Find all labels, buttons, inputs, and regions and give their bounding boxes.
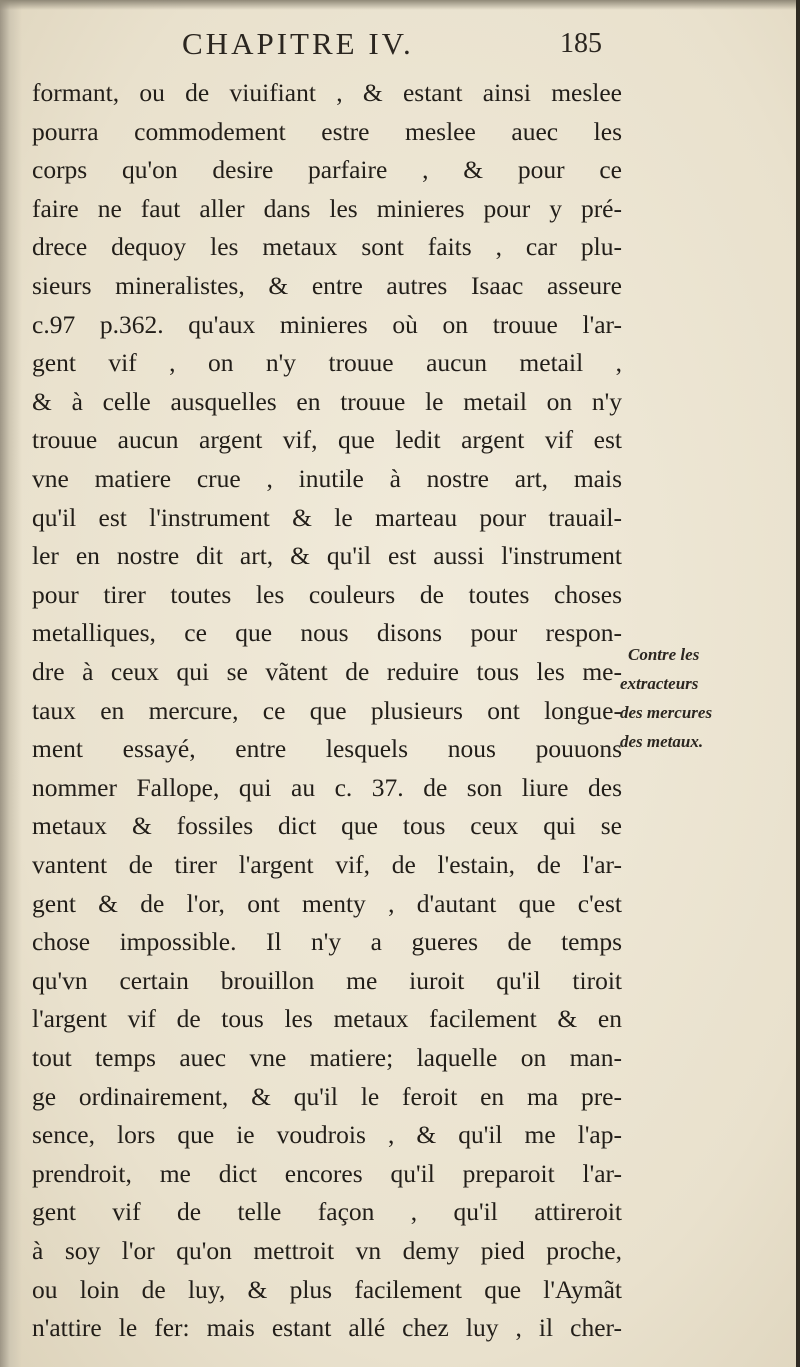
margin-note-line: des metaux.: [620, 732, 704, 751]
text-line: qu'il est l'instrument & le marteau pour trauail-: [32, 502, 622, 532]
text-line: pourra commodement estre meslee auec les: [32, 116, 622, 146]
margin-note-line: des mercures: [620, 703, 713, 722]
text-line: pour tirer toutes les couleurs de toutes choses: [32, 579, 622, 609]
chapter-title: CHAPITRE IV.: [182, 26, 414, 61]
text-line: nommer Fallope, qui au c. 37. de son liure des: [32, 772, 622, 802]
text-line: formant, ou de viuifiant , & estant ainsi meslee: [32, 78, 622, 107]
text-line: n'attire le fer: mais estant allé chez luy , il cher-: [32, 1313, 622, 1343]
page-number: 185: [560, 28, 602, 59]
margin-note: [620, 640, 792, 756]
text-line: metaux & fossiles dict que tous ceux qui se: [32, 811, 622, 841]
text-line: vne matiere crue , inutile à nostre art, mais: [32, 464, 622, 493]
margin-note-line: extracteurs: [620, 674, 699, 693]
top-edge-shadow: [0, 0, 796, 10]
margin-note-line: Contre les: [628, 645, 700, 664]
text-line: dre à ceux qui se vãtent de reduire tous les me-: [32, 657, 622, 686]
gutter-shadow: [0, 0, 22, 1367]
text-line: à soy l'or qu'on mettroit vn demy pied proche,: [32, 1236, 622, 1265]
text-line: ge ordinairement, & qu'il le feroit en ma pre-: [32, 1081, 622, 1111]
text-line: prendroit, me dict encores qu'il preparoit l'ar-: [32, 1158, 622, 1188]
running-head: [0, 26, 796, 66]
text-line: gent vif de telle façon , qu'il attireroit: [32, 1197, 622, 1227]
text-line: taux en mercure, ce que plusieurs ont longue-: [32, 695, 622, 725]
text-line: ou loin de luy, & plus facilement que l'Aymãt: [32, 1274, 622, 1304]
text-line: l'argent vif de tous les metaux facilement & en: [32, 1004, 622, 1034]
text-line: metalliques, ce que nous disons pour respon-: [32, 618, 622, 648]
text-line: corps qu'on desire parfaire , & pour ce: [32, 155, 622, 185]
text-line: & à celle ausquelles en trouue le metail on n'y: [32, 386, 622, 416]
text-line: qu'vn certain brouillon me iuroit qu'il tiroit: [32, 965, 622, 995]
text-line: gent & de l'or, ont menty , d'autant que c'est: [32, 888, 622, 918]
text-line: vantent de tirer l'argent vif, de l'estain, de l'ar-: [32, 850, 622, 879]
text-line: c.97 p.362. qu'aux minieres où on trouue l'ar-: [32, 309, 622, 339]
text-line: ler en nostre dit art, & qu'il est aussi l'instrument: [32, 541, 622, 571]
text-line: ment essayé, entre lesquels nous pouuons: [32, 734, 622, 764]
text-line: faire ne faut aller dans les minieres pour y pré-: [32, 193, 622, 223]
text-line: chose impossible. Il n'y a gueres de temps: [32, 927, 622, 957]
text-line: trouue aucun argent vif, que ledit argent vif est: [32, 425, 622, 455]
text-line: sence, lors que ie voudrois , & qu'il me l'ap-: [32, 1120, 622, 1150]
text-line: gent vif , on n'y trouue aucun metail ,: [32, 348, 622, 378]
text-line: sieurs mineralistes, & entre autres Isaac asseure: [32, 271, 622, 300]
text-line: tout temps auec vne matiere; laquelle on man-: [32, 1043, 622, 1072]
text-line: drece dequoy les metaux sont faits , car plu-: [32, 232, 622, 262]
